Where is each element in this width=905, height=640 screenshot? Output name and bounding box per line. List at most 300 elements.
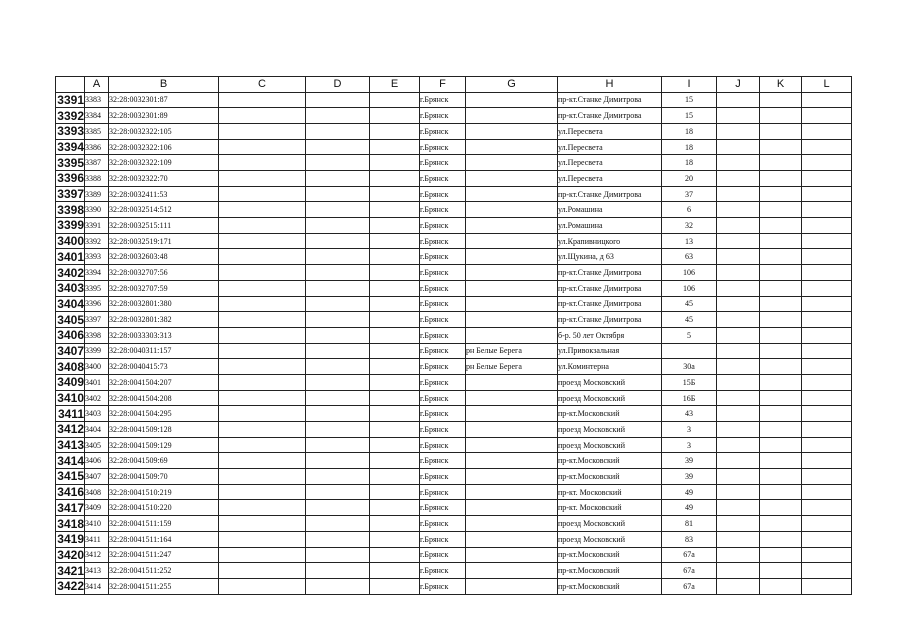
cell-a[interactable]: 3389: [85, 186, 109, 202]
cell-c[interactable]: [219, 265, 306, 281]
cell-l[interactable]: [802, 437, 852, 453]
cell-a[interactable]: 3387: [85, 155, 109, 171]
cell-e[interactable]: [370, 312, 420, 328]
cell-k[interactable]: [760, 343, 802, 359]
row-number[interactable]: 3405: [57, 312, 84, 327]
cell-k[interactable]: [760, 108, 802, 124]
cell-a[interactable]: 3413: [85, 563, 109, 579]
cell-i[interactable]: 39: [662, 469, 717, 485]
cell-l[interactable]: [802, 108, 852, 124]
cell-d[interactable]: [306, 516, 370, 532]
cell-b[interactable]: 32:28:0032801:380: [109, 296, 219, 312]
cell-i[interactable]: 32: [662, 218, 717, 234]
cell-k[interactable]: [760, 500, 802, 516]
cell-b[interactable]: 32:28:0032801:382: [109, 312, 219, 328]
cell-j[interactable]: [717, 312, 760, 328]
cell-h[interactable]: ул.Пересвета: [558, 123, 662, 139]
cell-d[interactable]: [306, 139, 370, 155]
cell-d[interactable]: [306, 374, 370, 390]
cell-d[interactable]: [306, 327, 370, 343]
cell-h[interactable]: проезд Московский: [558, 390, 662, 406]
cell-c[interactable]: [219, 453, 306, 469]
cell-c[interactable]: [219, 155, 306, 171]
cell-a[interactable]: 3410: [85, 516, 109, 532]
cell-f[interactable]: г.Брянск: [420, 202, 466, 218]
cell-f[interactable]: г.Брянск: [420, 453, 466, 469]
cell-f[interactable]: г.Брянск: [420, 108, 466, 124]
corner-header[interactable]: [56, 77, 85, 93]
cell-b[interactable]: 32:28:0041511:255: [109, 578, 219, 594]
cell-i[interactable]: 63: [662, 249, 717, 265]
cell-d[interactable]: [306, 92, 370, 108]
cell-e[interactable]: [370, 374, 420, 390]
cell-c[interactable]: [219, 139, 306, 155]
cell-f[interactable]: г.Брянск: [420, 171, 466, 187]
cell-j[interactable]: [717, 359, 760, 375]
cell-a[interactable]: 3399: [85, 343, 109, 359]
cell-f[interactable]: г.Брянск: [420, 500, 466, 516]
row-number[interactable]: 3398: [57, 202, 84, 217]
cell-l[interactable]: [802, 218, 852, 234]
cell-h[interactable]: пр-кт.Московский: [558, 453, 662, 469]
cell-d[interactable]: [306, 186, 370, 202]
cell-b[interactable]: 32:28:0032301:89: [109, 108, 219, 124]
cell-j[interactable]: [717, 374, 760, 390]
cell-j[interactable]: [717, 484, 760, 500]
cell-b[interactable]: 32:28:0041510:220: [109, 500, 219, 516]
cell-e[interactable]: [370, 233, 420, 249]
cell-g[interactable]: [466, 484, 558, 500]
cell-h[interactable]: пр-кт.Московский: [558, 578, 662, 594]
cell-d[interactable]: [306, 312, 370, 328]
cell-a[interactable]: 3390: [85, 202, 109, 218]
cell-c[interactable]: [219, 233, 306, 249]
row-number[interactable]: 3399: [57, 218, 84, 233]
cell-d[interactable]: [306, 296, 370, 312]
cell-e[interactable]: [370, 578, 420, 594]
cell-e[interactable]: [370, 139, 420, 155]
cell-b[interactable]: 32:28:0041509:129: [109, 437, 219, 453]
cell-b[interactable]: 32:28:0032603:48: [109, 249, 219, 265]
cell-g[interactable]: [466, 265, 558, 281]
cell-k[interactable]: [760, 139, 802, 155]
cell-j[interactable]: [717, 390, 760, 406]
cell-i[interactable]: 18: [662, 155, 717, 171]
cell-f[interactable]: г.Брянск: [420, 422, 466, 438]
cell-k[interactable]: [760, 437, 802, 453]
cell-e[interactable]: [370, 531, 420, 547]
cell-l[interactable]: [802, 374, 852, 390]
row-number[interactable]: 3404: [57, 296, 84, 311]
row-number[interactable]: 3415: [57, 469, 84, 484]
cell-j[interactable]: [717, 202, 760, 218]
cell-g[interactable]: [466, 202, 558, 218]
row-number[interactable]: 3392: [57, 108, 84, 123]
cell-b[interactable]: 32:28:0041509:69: [109, 453, 219, 469]
cell-c[interactable]: [219, 547, 306, 563]
cell-i[interactable]: 43: [662, 406, 717, 422]
cell-f[interactable]: г.Брянск: [420, 186, 466, 202]
cell-g[interactable]: [466, 218, 558, 234]
cell-g[interactable]: [466, 296, 558, 312]
cell-i[interactable]: 15Б: [662, 374, 717, 390]
cell-g[interactable]: [466, 390, 558, 406]
cell-f[interactable]: г.Брянск: [420, 155, 466, 171]
cell-h[interactable]: пр-кт.Станке Димитрова: [558, 296, 662, 312]
row-number[interactable]: 3411: [56, 406, 85, 422]
cell-c[interactable]: [219, 500, 306, 516]
cell-e[interactable]: [370, 265, 420, 281]
cell-c[interactable]: [219, 312, 306, 328]
cell-i[interactable]: 81: [662, 516, 717, 532]
cell-h[interactable]: проезд Московский: [558, 437, 662, 453]
row-number[interactable]: 3400: [57, 234, 84, 249]
cell-k[interactable]: [760, 327, 802, 343]
cell-c[interactable]: [219, 484, 306, 500]
cell-i[interactable]: 37: [662, 186, 717, 202]
cell-a[interactable]: 3383: [85, 92, 109, 108]
row-number[interactable]: 3396: [57, 171, 84, 186]
cell-j[interactable]: [717, 437, 760, 453]
cell-h[interactable]: проезд Московский: [558, 422, 662, 438]
cell-k[interactable]: [760, 422, 802, 438]
cell-k[interactable]: [760, 202, 802, 218]
cell-f[interactable]: г.Брянск: [420, 484, 466, 500]
cell-l[interactable]: [802, 233, 852, 249]
cell-e[interactable]: [370, 406, 420, 422]
cell-g[interactable]: [466, 437, 558, 453]
cell-a[interactable]: 3395: [85, 280, 109, 296]
cell-j[interactable]: [717, 563, 760, 579]
cell-e[interactable]: [370, 453, 420, 469]
cell-e[interactable]: [370, 563, 420, 579]
cell-i[interactable]: 18: [662, 123, 717, 139]
cell-d[interactable]: [306, 218, 370, 234]
cell-c[interactable]: [219, 343, 306, 359]
cell-f[interactable]: г.Брянск: [420, 406, 466, 422]
cell-i[interactable]: 15: [662, 92, 717, 108]
cell-b[interactable]: 32:28:0033303:313: [109, 327, 219, 343]
cell-d[interactable]: [306, 171, 370, 187]
row-number[interactable]: 3414: [57, 453, 84, 468]
cell-k[interactable]: [760, 123, 802, 139]
cell-b[interactable]: 32:28:0041504:207: [109, 374, 219, 390]
cell-j[interactable]: [717, 406, 760, 422]
cell-d[interactable]: [306, 108, 370, 124]
cell-d[interactable]: [306, 233, 370, 249]
cell-c[interactable]: [219, 437, 306, 453]
row-number[interactable]: 3417: [57, 500, 84, 515]
cell-g[interactable]: [466, 422, 558, 438]
cell-c[interactable]: [219, 422, 306, 438]
cell-e[interactable]: [370, 516, 420, 532]
cell-l[interactable]: [802, 390, 852, 406]
cell-b[interactable]: 32:28:0041511:252: [109, 563, 219, 579]
cell-f[interactable]: г.Брянск: [420, 563, 466, 579]
cell-f[interactable]: г.Брянск: [420, 265, 466, 281]
cell-k[interactable]: [760, 453, 802, 469]
cell-l[interactable]: [802, 484, 852, 500]
cell-h[interactable]: ул.Щукина, д 63: [558, 249, 662, 265]
cell-c[interactable]: [219, 123, 306, 139]
cell-j[interactable]: [717, 218, 760, 234]
cell-h[interactable]: б-р. 50 лет Октября: [558, 327, 662, 343]
cell-g[interactable]: [466, 500, 558, 516]
cell-h[interactable]: пр-кт.Московский: [558, 563, 662, 579]
row-number[interactable]: 3401: [57, 249, 84, 264]
row-number[interactable]: 3418: [57, 516, 84, 531]
cell-g[interactable]: [466, 547, 558, 563]
cell-j[interactable]: [717, 469, 760, 485]
cell-c[interactable]: [219, 186, 306, 202]
cell-g[interactable]: [466, 374, 558, 390]
row-number[interactable]: 3407: [57, 343, 84, 358]
cell-h[interactable]: ул.Коминтерна: [558, 359, 662, 375]
cell-a[interactable]: 3397: [85, 312, 109, 328]
cell-h[interactable]: пр-кт.Станке Димитрова: [558, 186, 662, 202]
cell-f[interactable]: г.Брянск: [420, 249, 466, 265]
row-number[interactable]: 3397: [57, 187, 84, 202]
row-number[interactable]: 3402: [57, 265, 84, 280]
row-number[interactable]: 3422: [57, 579, 84, 594]
column-header-k[interactable]: K: [760, 77, 802, 93]
cell-e[interactable]: [370, 296, 420, 312]
cell-i[interactable]: 13: [662, 233, 717, 249]
cell-g[interactable]: [466, 531, 558, 547]
cell-h[interactable]: проезд Московский: [558, 516, 662, 532]
cell-i[interactable]: 67а: [662, 563, 717, 579]
cell-e[interactable]: [370, 422, 420, 438]
cell-k[interactable]: [760, 374, 802, 390]
cell-b[interactable]: 32:28:0032322:106: [109, 139, 219, 155]
cell-k[interactable]: [760, 531, 802, 547]
cell-d[interactable]: [306, 265, 370, 281]
cell-e[interactable]: [370, 108, 420, 124]
cell-l[interactable]: [802, 500, 852, 516]
cell-c[interactable]: [219, 327, 306, 343]
cell-e[interactable]: [370, 327, 420, 343]
cell-k[interactable]: [760, 218, 802, 234]
cell-b[interactable]: 32:28:0032411:53: [109, 186, 219, 202]
cell-j[interactable]: [717, 296, 760, 312]
cell-h[interactable]: пр-кт.Станке Димитрова: [558, 92, 662, 108]
row-number[interactable]: 3419: [57, 532, 84, 547]
cell-l[interactable]: [802, 155, 852, 171]
cell-i[interactable]: 18: [662, 139, 717, 155]
cell-c[interactable]: [219, 578, 306, 594]
cell-l[interactable]: [802, 92, 852, 108]
cell-a[interactable]: 3412: [85, 547, 109, 563]
column-header-i[interactable]: I: [662, 77, 717, 93]
row-number[interactable]: 3409: [57, 375, 84, 390]
cell-f[interactable]: г.Брянск: [420, 437, 466, 453]
row-number[interactable]: 3410: [57, 391, 84, 405]
cell-c[interactable]: [219, 202, 306, 218]
cell-g[interactable]: [466, 469, 558, 485]
cell-d[interactable]: [306, 343, 370, 359]
cell-h[interactable]: пр-кт.Московский: [558, 469, 662, 485]
cell-f[interactable]: г.Брянск: [420, 359, 466, 375]
cell-l[interactable]: [802, 265, 852, 281]
cell-f[interactable]: г.Брянск: [420, 92, 466, 108]
cell-d[interactable]: [306, 453, 370, 469]
cell-e[interactable]: [370, 280, 420, 296]
cell-h[interactable]: проезд Московский: [558, 531, 662, 547]
cell-k[interactable]: [760, 171, 802, 187]
cell-l[interactable]: [802, 563, 852, 579]
cell-k[interactable]: [760, 249, 802, 265]
cell-a[interactable]: 3414: [85, 578, 109, 594]
cell-j[interactable]: [717, 265, 760, 281]
cell-k[interactable]: [760, 296, 802, 312]
cell-g[interactable]: [466, 453, 558, 469]
cell-h[interactable]: ул.Крапивницкого: [558, 233, 662, 249]
row-number[interactable]: 3412: [57, 422, 84, 437]
cell-j[interactable]: [717, 343, 760, 359]
column-header-l[interactable]: L: [802, 77, 852, 93]
cell-k[interactable]: [760, 406, 802, 422]
cell-i[interactable]: 15: [662, 108, 717, 124]
cell-e[interactable]: [370, 218, 420, 234]
cell-j[interactable]: [717, 453, 760, 469]
cell-b[interactable]: 32:28:0032322:105: [109, 123, 219, 139]
cell-a[interactable]: 3391: [85, 218, 109, 234]
cell-d[interactable]: [306, 437, 370, 453]
cell-j[interactable]: [717, 186, 760, 202]
cell-h[interactable]: пр-кт. Московский: [558, 484, 662, 500]
cell-j[interactable]: [717, 249, 760, 265]
cell-g[interactable]: [466, 327, 558, 343]
cell-b[interactable]: 32:28:0041504:208: [109, 390, 219, 406]
cell-k[interactable]: [760, 469, 802, 485]
cell-l[interactable]: [802, 531, 852, 547]
row-number[interactable]: 3406: [57, 328, 84, 343]
cell-l[interactable]: [802, 343, 852, 359]
cell-e[interactable]: [370, 155, 420, 171]
cell-a[interactable]: 3404: [85, 422, 109, 438]
cell-k[interactable]: [760, 563, 802, 579]
column-header-j[interactable]: J: [717, 77, 760, 93]
cell-l[interactable]: [802, 202, 852, 218]
cell-j[interactable]: [717, 123, 760, 139]
cell-f[interactable]: г.Брянск: [420, 312, 466, 328]
cell-a[interactable]: 3384: [85, 108, 109, 124]
cell-k[interactable]: [760, 516, 802, 532]
row-number[interactable]: 3413: [57, 438, 84, 453]
row-number[interactable]: 3420: [57, 547, 84, 562]
cell-b[interactable]: 32:28:0032515:111: [109, 218, 219, 234]
cell-i[interactable]: 6: [662, 202, 717, 218]
cell-g[interactable]: [466, 92, 558, 108]
cell-c[interactable]: [219, 171, 306, 187]
cell-k[interactable]: [760, 92, 802, 108]
cell-k[interactable]: [760, 547, 802, 563]
cell-d[interactable]: [306, 469, 370, 485]
cell-k[interactable]: [760, 186, 802, 202]
cell-j[interactable]: [717, 422, 760, 438]
cell-e[interactable]: [370, 437, 420, 453]
cell-k[interactable]: [760, 390, 802, 406]
cell-d[interactable]: [306, 422, 370, 438]
cell-i[interactable]: 30а: [662, 359, 717, 375]
cell-c[interactable]: [219, 296, 306, 312]
row-number[interactable]: 3395: [57, 155, 84, 170]
cell-j[interactable]: [717, 108, 760, 124]
cell-e[interactable]: [370, 92, 420, 108]
cell-i[interactable]: 106: [662, 265, 717, 281]
cell-e[interactable]: [370, 249, 420, 265]
cell-a[interactable]: 3394: [85, 265, 109, 281]
cell-j[interactable]: [717, 233, 760, 249]
cell-g[interactable]: [466, 186, 558, 202]
cell-j[interactable]: [717, 547, 760, 563]
cell-h[interactable]: проезд Московский: [558, 374, 662, 390]
cell-b[interactable]: 32:28:0041511:159: [109, 516, 219, 532]
cell-c[interactable]: [219, 218, 306, 234]
cell-f[interactable]: г.Брянск: [420, 296, 466, 312]
cell-a[interactable]: 3411: [85, 531, 109, 547]
cell-d[interactable]: [306, 123, 370, 139]
cell-f[interactable]: г.Брянск: [420, 327, 466, 343]
cell-i[interactable]: 67а: [662, 547, 717, 563]
cell-i[interactable]: 5: [662, 327, 717, 343]
cell-i[interactable]: 39: [662, 453, 717, 469]
cell-a[interactable]: 3386: [85, 139, 109, 155]
cell-k[interactable]: [760, 155, 802, 171]
cell-b[interactable]: 32:28:0041509:70: [109, 469, 219, 485]
cell-j[interactable]: [717, 516, 760, 532]
cell-f[interactable]: г.Брянск: [420, 280, 466, 296]
cell-g[interactable]: [466, 155, 558, 171]
cell-i[interactable]: 49: [662, 484, 717, 500]
cell-a[interactable]: 3392: [85, 233, 109, 249]
cell-c[interactable]: [219, 249, 306, 265]
cell-i[interactable]: 45: [662, 312, 717, 328]
cell-g[interactable]: [466, 249, 558, 265]
cell-a[interactable]: 3405: [85, 437, 109, 453]
cell-i[interactable]: 45: [662, 296, 717, 312]
cell-h[interactable]: ул.Пересвета: [558, 171, 662, 187]
cell-l[interactable]: [802, 139, 852, 155]
row-number[interactable]: 3393: [57, 124, 84, 139]
row-number[interactable]: 3394: [57, 140, 84, 154]
row-number[interactable]: 3421: [57, 563, 84, 578]
cell-f[interactable]: г.Брянск: [420, 218, 466, 234]
cell-b[interactable]: 32:28:0032322:70: [109, 171, 219, 187]
cell-f[interactable]: г.Брянск: [420, 390, 466, 406]
cell-b[interactable]: 32:28:0040311:157: [109, 343, 219, 359]
cell-l[interactable]: [802, 406, 852, 422]
cell-h[interactable]: пр-кт.Станке Димитрова: [558, 265, 662, 281]
cell-l[interactable]: [802, 123, 852, 139]
row-number[interactable]: 3403: [57, 281, 84, 296]
cell-i[interactable]: 49: [662, 500, 717, 516]
cell-a[interactable]: 3400: [85, 359, 109, 375]
cell-l[interactable]: [802, 359, 852, 375]
cell-b[interactable]: 32:28:0032301:87: [109, 92, 219, 108]
cell-j[interactable]: [717, 280, 760, 296]
cell-d[interactable]: [306, 531, 370, 547]
cell-b[interactable]: 32:28:0032707:59: [109, 280, 219, 296]
cell-c[interactable]: [219, 406, 306, 422]
cell-f[interactable]: г.Брянск: [420, 374, 466, 390]
cell-f[interactable]: г.Брянск: [420, 578, 466, 594]
cell-d[interactable]: [306, 563, 370, 579]
column-header-c[interactable]: C: [219, 77, 306, 93]
cell-g[interactable]: [466, 108, 558, 124]
cell-e[interactable]: [370, 123, 420, 139]
cell-e[interactable]: [370, 484, 420, 500]
